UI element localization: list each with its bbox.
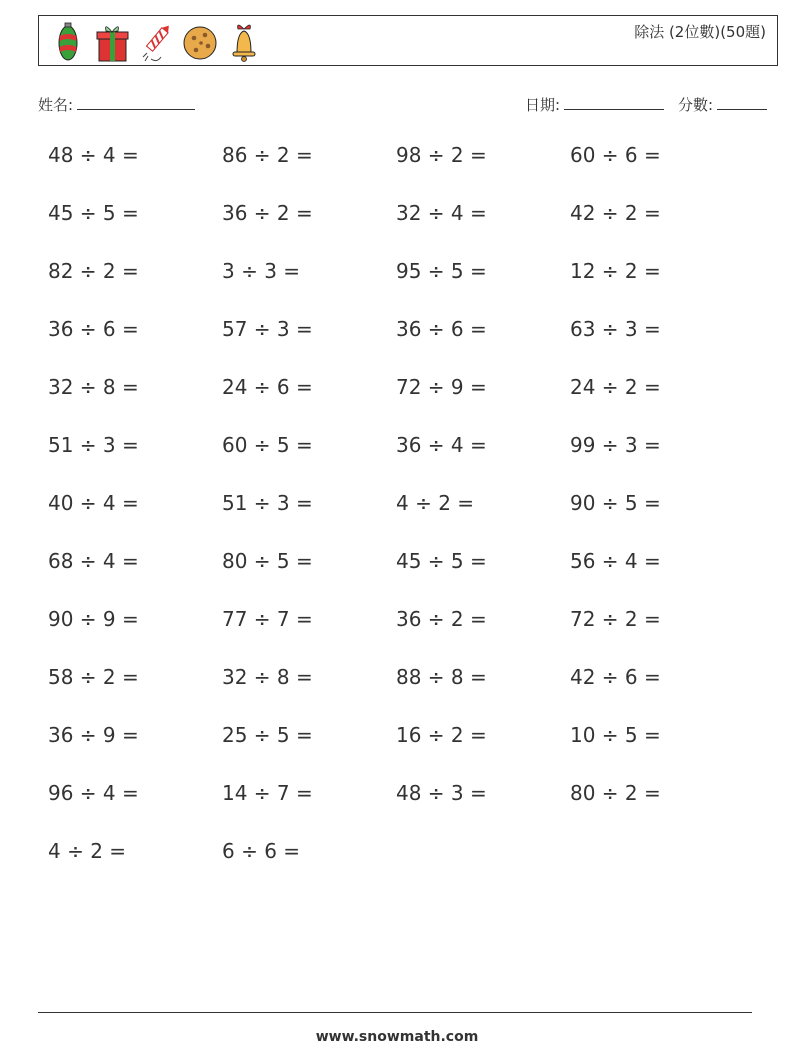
division-problem: 51 ÷ 3 = <box>222 491 313 515</box>
division-problem: 48 ÷ 3 = <box>396 781 487 805</box>
division-problem: 88 ÷ 8 = <box>396 665 487 689</box>
division-problem: 24 ÷ 2 = <box>570 375 661 399</box>
problem-row <box>48 317 748 375</box>
division-problem: 80 ÷ 5 = <box>222 549 313 573</box>
division-problem: 16 ÷ 2 = <box>396 723 487 747</box>
problem-row <box>48 665 748 723</box>
firework-rocket-icon <box>137 19 175 63</box>
score-blank <box>717 95 767 110</box>
score-label: 分數: <box>678 96 714 114</box>
problem-row <box>48 259 748 317</box>
division-problem: 58 ÷ 2 = <box>48 665 139 689</box>
division-problem: 57 ÷ 3 = <box>222 317 313 341</box>
division-problem: 90 ÷ 9 = <box>48 607 139 631</box>
division-problem: 24 ÷ 6 = <box>222 375 313 399</box>
problem-grid <box>48 143 748 897</box>
name-blank <box>77 95 195 110</box>
division-problem: 36 ÷ 6 = <box>396 317 487 341</box>
division-problem: 40 ÷ 4 = <box>48 491 139 515</box>
division-problem: 36 ÷ 2 = <box>396 607 487 631</box>
division-problem: 4 ÷ 2 = <box>48 839 127 863</box>
division-problem: 3 ÷ 3 = <box>222 259 301 283</box>
date-blank <box>564 95 664 110</box>
division-problem: 63 ÷ 3 = <box>570 317 661 341</box>
division-problem: 72 ÷ 9 = <box>396 375 487 399</box>
date-field <box>525 94 664 115</box>
cookie-icon <box>181 19 219 63</box>
division-problem: 96 ÷ 4 = <box>48 781 139 805</box>
score-field <box>678 94 767 115</box>
division-problem: 32 ÷ 4 = <box>396 201 487 225</box>
division-problem: 86 ÷ 2 = <box>222 143 313 167</box>
division-problem: 14 ÷ 7 = <box>222 781 313 805</box>
bell-icon <box>225 19 263 63</box>
name-field <box>38 94 195 115</box>
division-problem: 80 ÷ 2 = <box>570 781 661 805</box>
division-problem: 32 ÷ 8 = <box>222 665 313 689</box>
division-problem: 36 ÷ 6 = <box>48 317 139 341</box>
problem-row <box>48 549 748 607</box>
problem-row <box>48 607 748 665</box>
date-label: 日期: <box>525 96 561 114</box>
division-problem: 10 ÷ 5 = <box>570 723 661 747</box>
division-problem: 60 ÷ 6 = <box>570 143 661 167</box>
division-problem: 95 ÷ 5 = <box>396 259 487 283</box>
division-problem: 90 ÷ 5 = <box>570 491 661 515</box>
problem-row <box>48 781 748 839</box>
division-problem: 72 ÷ 2 = <box>570 607 661 631</box>
division-problem: 36 ÷ 9 = <box>48 723 139 747</box>
division-problem: 99 ÷ 3 = <box>570 433 661 457</box>
division-problem: 25 ÷ 5 = <box>222 723 313 747</box>
division-problem: 6 ÷ 6 = <box>222 839 301 863</box>
gift-icon <box>93 19 131 63</box>
division-problem: 12 ÷ 2 = <box>570 259 661 283</box>
problem-row <box>48 839 748 897</box>
division-problem: 60 ÷ 5 = <box>222 433 313 457</box>
division-problem: 45 ÷ 5 = <box>48 201 139 225</box>
worksheet-title: 除法 (2位數)(50題) <box>634 23 766 41</box>
ornament-icon <box>49 19 87 63</box>
problem-row <box>48 723 748 781</box>
division-problem: 36 ÷ 4 = <box>396 433 487 457</box>
division-problem: 77 ÷ 7 = <box>222 607 313 631</box>
problem-row <box>48 143 748 201</box>
name-label: 姓名: <box>38 96 74 114</box>
problem-row <box>48 433 748 491</box>
division-problem: 68 ÷ 4 = <box>48 549 139 573</box>
problem-row <box>48 491 748 549</box>
footer-url: www.snowmath.com <box>315 1029 479 1045</box>
problem-row <box>48 375 748 433</box>
division-problem: 98 ÷ 2 = <box>396 143 487 167</box>
division-problem: 51 ÷ 3 = <box>48 433 139 457</box>
division-problem: 36 ÷ 2 = <box>222 201 313 225</box>
footer-divider <box>38 1012 752 1013</box>
division-problem: 56 ÷ 4 = <box>570 549 661 573</box>
worksheet-header <box>38 15 778 66</box>
division-problem: 4 ÷ 2 = <box>396 491 475 515</box>
division-problem: 48 ÷ 4 = <box>48 143 139 167</box>
decoration-icons <box>49 19 263 63</box>
division-problem: 82 ÷ 2 = <box>48 259 139 283</box>
division-problem: 45 ÷ 5 = <box>396 549 487 573</box>
division-problem: 32 ÷ 8 = <box>48 375 139 399</box>
problem-row <box>48 201 748 259</box>
division-problem: 42 ÷ 2 = <box>570 201 661 225</box>
division-problem: 42 ÷ 6 = <box>570 665 661 689</box>
